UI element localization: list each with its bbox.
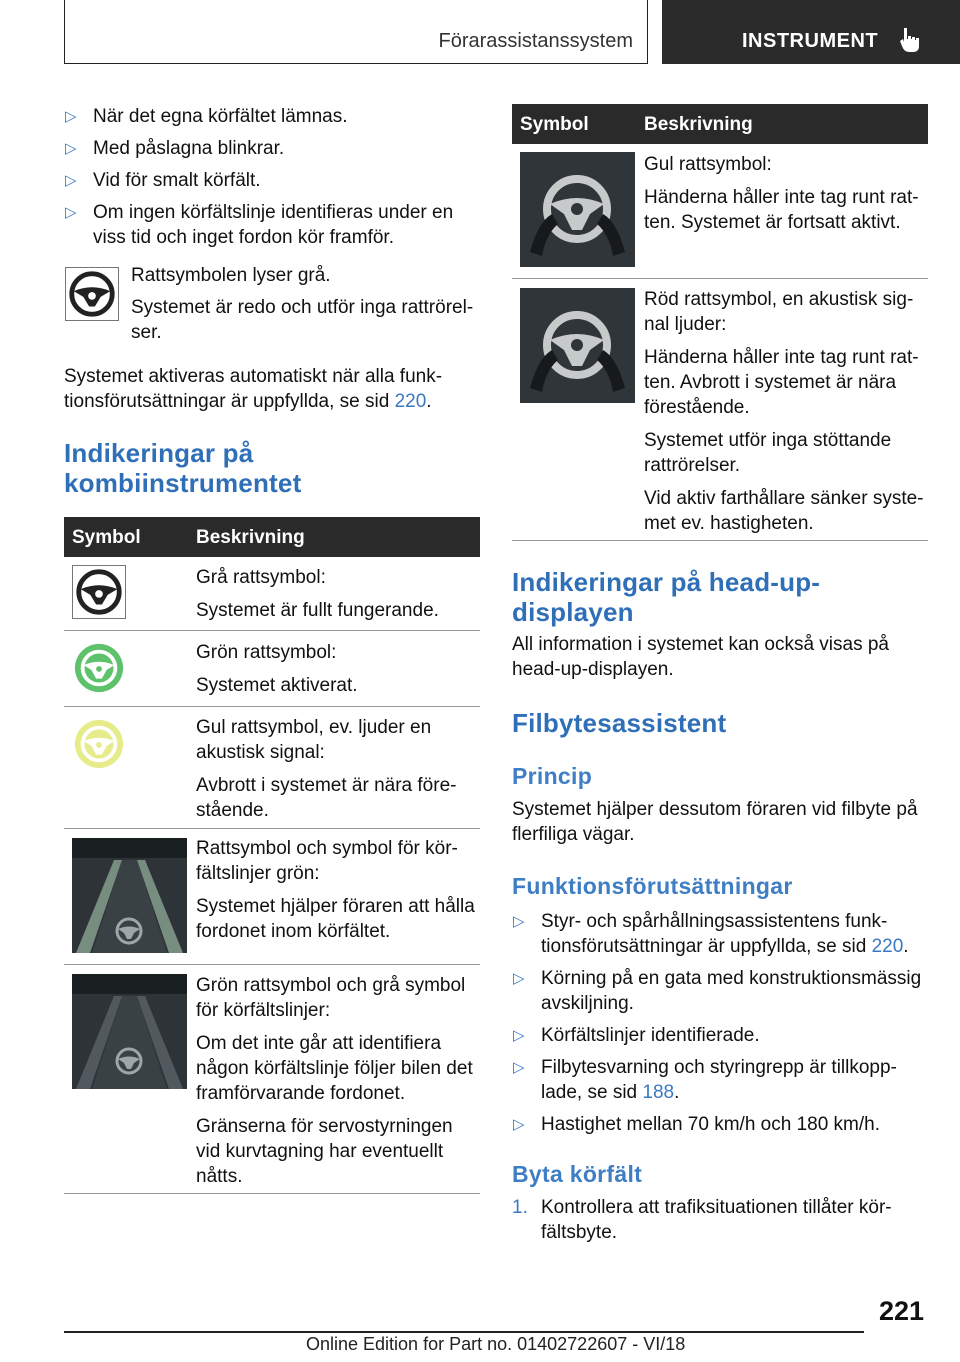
page-number: 221 <box>878 1296 924 1326</box>
list-item: ▷ Filbytesvarning och styringrepp är tillkopp-lade, se sid 188. <box>513 1057 897 1103</box>
lane-lines-grey-image <box>72 974 187 1089</box>
triangle-bullet-icon: ▷ <box>513 1027 525 1044</box>
page-link-220[interactable]: 220 <box>871 936 904 957</box>
table-row: Grön rattsymbol: Systemet aktiverat. <box>196 642 358 696</box>
section-heading-hud: Indikeringar på head-up-displayen <box>512 567 821 627</box>
list-item: ▷ Om ingen körfältslinje identifieras under en viss tid och inget fordon kör framför. <box>65 202 454 248</box>
conditions-list <box>64 104 480 257</box>
row-divider <box>64 964 480 965</box>
row-divider <box>64 706 480 707</box>
triangle-bullet-icon: ▷ <box>513 1116 525 1133</box>
subheading-prerequisites: Funktionsförutsättningar <box>512 873 793 899</box>
list-item: ▷ När det egna körfältet lämnas. <box>65 106 348 127</box>
subheading-change-lane: Byta körfält <box>512 1161 643 1187</box>
section-heading-lane-change: Filbytesassistent <box>512 708 727 738</box>
lane-lines-green-image <box>72 838 187 953</box>
row-divider <box>64 1193 480 1194</box>
step-text: Kontrollera att trafiksituationen tillåter kör-fältsbyte. <box>541 1197 892 1243</box>
triangle-bullet-icon: ▷ <box>513 970 525 987</box>
auto-activation-paragraph: Systemet aktiveras automatiskt när alla funk-tionsförutsättningar är uppfyllda, se sid 220. <box>64 366 443 412</box>
table-row: Grå rattsymbol: Systemet är fullt fungerande. <box>196 567 439 621</box>
grey-steering-wheel-icon <box>65 267 119 321</box>
triangle-bullet-icon: ▷ <box>65 172 77 189</box>
column-header-symbol: Symbol <box>72 527 141 548</box>
red-hands-steering-wheel-image <box>520 288 635 403</box>
edition-text: Online Edition for Part no. 01402722607 - VI/18 <box>306 1334 686 1354</box>
table-row: Gul rattsymbol, ev. ljuder en akustisk signal: Avbrott i systemet är nära före-stående. <box>196 717 457 821</box>
triangle-bullet-icon: ▷ <box>513 913 525 930</box>
row-divider <box>512 540 928 541</box>
triangle-bullet-icon: ▷ <box>65 108 77 125</box>
header-section-title: Förarassistanssystem <box>438 30 633 52</box>
footer-divider <box>64 1331 864 1333</box>
header-chapter-title: INSTRUMENT <box>742 30 879 52</box>
hud-paragraph: All information i systemet kan också visas på head-up-displayen. <box>512 634 889 680</box>
triangle-bullet-icon: ▷ <box>513 1059 525 1076</box>
green-steering-wheel-icon <box>73 642 125 694</box>
table-row: Röd rattsymbol, en akustisk sig-nal ljuder: Händerna håller inte tag runt rat-ten. Avbrott i systemet är nära förestående. Systemet utför inga stöttande rattrörelser. Vid aktiv farthållare sänker syste-met ev. hastigheten. <box>644 289 924 534</box>
list-item: ▷ Vid för smalt körfält. <box>65 170 261 191</box>
prerequisites-list <box>512 909 928 1144</box>
row-divider <box>64 630 480 631</box>
row-divider <box>64 828 480 829</box>
step-number: 1. <box>512 1197 528 1218</box>
page-link-188[interactable]: 188 <box>642 1082 675 1103</box>
list-item: ▷ Körning på en gata med konstruktionsmässig avskiljning. <box>513 968 922 1014</box>
pointing-hand-icon <box>898 26 924 54</box>
grey-steering-wheel-icon <box>72 565 126 619</box>
column-header-description: Beskrivning <box>644 114 753 135</box>
row-divider <box>512 278 928 279</box>
table-row: Gul rattsymbol: Händerna håller inte tag runt rat-ten. Systemet är fortsatt aktivt. <box>644 154 919 233</box>
principle-paragraph: Systemet hjälper dessutom föraren vid filbyte på flerfiliga vägar. <box>512 799 918 845</box>
column-header-symbol: Symbol <box>520 114 589 135</box>
yellow-hands-steering-wheel-image <box>520 152 635 267</box>
triangle-bullet-icon: ▷ <box>65 140 77 157</box>
page-link-220[interactable]: 220 <box>394 391 427 412</box>
subheading-principle: Princip <box>512 763 593 789</box>
triangle-bullet-icon: ▷ <box>65 204 77 221</box>
header-section-box <box>64 0 648 64</box>
table-header <box>64 517 480 557</box>
column-header-description: Beskrivning <box>196 527 305 548</box>
list-item: ▷ Hastighet mellan 70 km/h och 180 km/h. <box>513 1114 881 1135</box>
yellow-steering-wheel-icon <box>73 718 125 770</box>
header-chapter-box <box>662 0 960 64</box>
list-item: ▷ Styr- och spårhållningsassistentens funk-tionsförutsättningar är uppfyllda, se sid 220. <box>513 911 909 957</box>
table-row: Grön rattsymbol och grå symbol för körfältslinjer: Om det inte går att identifiera någon körfältslinje följer bilen det framförvarande fordonet. Gränserna för servostyrningen vid kurvtagning har eventuellt nåtts. <box>196 975 473 1187</box>
list-item: ▷ Körfältslinjer identifierade. <box>513 1025 760 1046</box>
table-header <box>512 104 928 144</box>
section-heading-cluster: Indikeringar på kombiinstrumentet <box>64 438 302 498</box>
table-row: Rattsymbol och symbol för kör-fältslinjer grön: Systemet hjälper föraren att hålla fordonet inom körfältet. <box>196 838 475 942</box>
list-item: ▷ Med påslagna blinkrar. <box>65 138 285 159</box>
grey-symbol-description: Rattsymbolen lyser grå. Systemet är redo och utför inga rattrörel-ser. <box>131 265 474 343</box>
step-item <box>512 1195 928 1245</box>
